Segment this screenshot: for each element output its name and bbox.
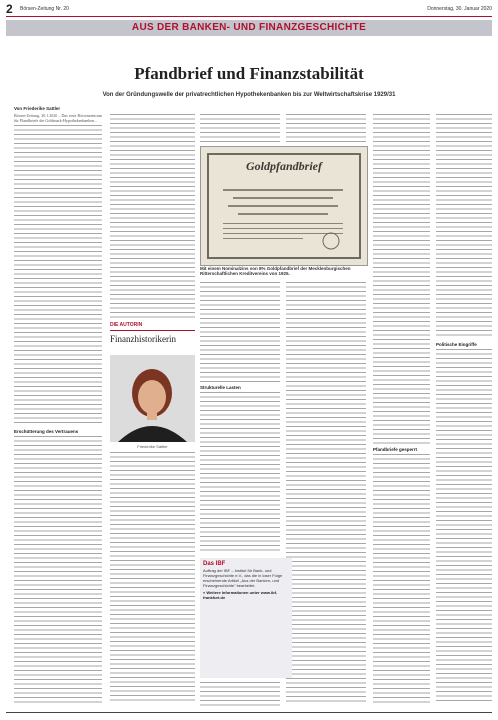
footer-rule <box>6 712 492 713</box>
author-box <box>110 322 195 344</box>
text-column-2b <box>110 452 195 704</box>
section-banner <box>6 20 492 36</box>
text-column-4-top <box>286 114 366 142</box>
text-column-3-top <box>200 114 280 142</box>
section-heading: Pfandbriefe gesperrt <box>373 447 430 452</box>
issue-date: Donnerstag, 30. Januar 2020 <box>427 6 492 12</box>
text-column-1 <box>14 114 102 706</box>
figure-caption: Mit einem Nominalzins von 8% Goldpfandbrief der Mecklenburgischen Ritterschaftlichen Kreditvereins von 1925. <box>200 266 351 276</box>
goldpfandbrief-image <box>200 146 368 266</box>
text-column-6 <box>436 114 492 706</box>
column-body-sample: Börsen-Zeitung, 30.1.2020 – Das erste Börsenzentrum für Pfandbriefe der Goldmark-Hypothekenbanken... <box>14 114 102 123</box>
section-heading: Politische Eingriffe <box>436 342 492 347</box>
author-title: Finanzhistorikerin <box>110 334 176 344</box>
ibf-link[interactable]: » Weitere Informationen unter www.ibf-frankfurt.de <box>203 590 278 600</box>
article-headline: Pfandbrief und Finanzstabilität <box>134 64 364 83</box>
text-column-2 <box>110 114 195 319</box>
header-rule <box>6 16 492 17</box>
author-label: DIE AUTORIN <box>110 322 143 328</box>
article-subhead: Von der Gründungswelle der privatrechtlichen Hypothekenbanken bis zur Weltwirtschaftskrise 1929/31 <box>102 92 396 98</box>
ibf-info-box <box>200 558 292 678</box>
section-heading: Erschütterung des Vertrauens <box>14 429 102 434</box>
section-heading: Strukturelle Lasten <box>200 385 280 390</box>
paper-name: Börsen-Zeitung Nr. 20 <box>20 6 69 12</box>
ibf-title: Das IBF <box>203 561 226 567</box>
article-byline: Von Friederike Sattler <box>14 106 61 111</box>
author-photo <box>110 355 195 442</box>
text-column-3 <box>200 282 280 554</box>
section-title: AUS DER BANKEN- UND FINANZGESCHICHTE <box>131 22 367 33</box>
text-column-5 <box>373 114 430 706</box>
page-header <box>6 3 492 15</box>
author-photo-caption: Friederike Sattler <box>137 444 168 449</box>
ibf-text: Auftrag der IBF – Institut für Bank- und Finanzgeschichte e.V., das die in loser Folge erscheinende Artikel „Aus der Banken- und Finanzgeschichte“ bearbeitet. <box>203 568 283 588</box>
certificate-title: Goldpfandbrief <box>246 159 322 173</box>
text-column-4 <box>286 282 366 706</box>
text-column-3-bottom <box>200 682 280 706</box>
page-number: 2 <box>6 2 13 16</box>
